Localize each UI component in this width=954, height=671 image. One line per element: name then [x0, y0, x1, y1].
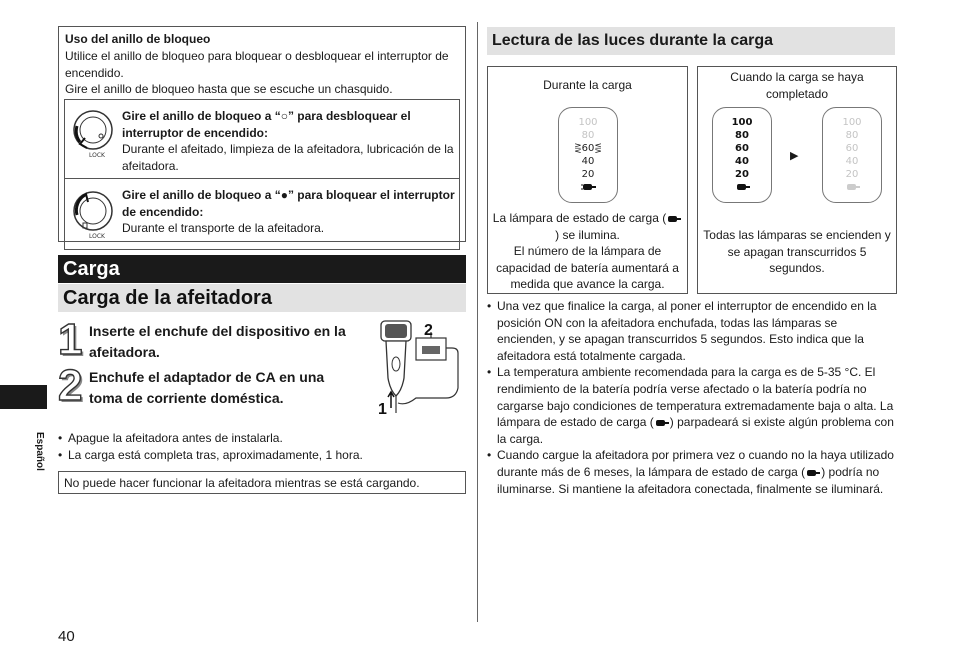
- charging-panel: [487, 66, 688, 294]
- lock-ring-desc-2: Gire el anillo de bloqueo hasta que se escuche un chasquido.: [65, 82, 393, 96]
- lock-ring-box: [58, 26, 466, 242]
- lock-ring-title: Uso del anillo de bloqueo: [65, 32, 211, 46]
- battery-indicator-charging: [558, 107, 618, 203]
- charging-status-icon-inline: [654, 418, 670, 428]
- warning-box: No puede hacer funcionar la afeitadora mientras se está cargando.: [58, 471, 466, 494]
- complete-description: Todas las lámparas se encienden y se apagan transcurridos 5 segundos.: [703, 228, 891, 275]
- lock-ring-table: [64, 99, 460, 250]
- lock-ring-desc-1: Utilice el anillo de bloqueo para bloquear o desbloquear el interruptor de encendido.: [65, 49, 449, 80]
- level-60-blinking: ⋛60⋚: [574, 143, 602, 154]
- battery-indicator-full: [712, 107, 772, 203]
- section-title: Carga: [58, 255, 466, 283]
- lock-icon-label: LOCK: [89, 152, 105, 159]
- level-100: 100: [578, 117, 598, 128]
- charging-description: La lámpara de estado de carga () se ilumina. El número de la lámpara de capacidad de batería aumentará a medida que avance la carga.: [492, 210, 683, 293]
- level-100: 100: [842, 117, 862, 128]
- unlock-heading: Gire el anillo de bloqueo a “○” para desbloquear el interruptor de encendido:: [122, 109, 411, 140]
- battery-indicator-off: [822, 107, 882, 203]
- lock-ring-description: [65, 48, 461, 98]
- step-text-1: Inserte el enchufe del dispositivo en la afeitadora.: [89, 323, 346, 360]
- shaver-charging-illustration: [376, 318, 466, 416]
- step-number-2: 2: [58, 361, 83, 410]
- lock-row: [65, 178, 459, 250]
- section-subtitle: Carga de la afeitadora: [58, 284, 466, 312]
- right-note-item: • Cuando cargue la afeitadora por primera vez o cuando no la haya utilizado durante más de 6 meses, la lámpara de estado de carga ( ) podría no iluminarse. Si mantiene la afeitadora conectada, finalmente se iluminará.: [487, 447, 897, 497]
- charging-status-icon: [581, 182, 597, 192]
- lights-title: Lectura de las luces durante la carga: [487, 27, 895, 55]
- blink-left-icon: ⋛: [574, 144, 582, 154]
- level-60: 60: [735, 143, 749, 154]
- lock-ring-icon: [67, 183, 117, 245]
- level-40: 40: [581, 156, 595, 167]
- level-60: 60: [845, 143, 859, 154]
- lock-text: [122, 187, 455, 237]
- note-item: • Apague la afeitadora antes de instalarla.: [58, 430, 466, 447]
- lock-icon-label-2: LOCK: [89, 233, 105, 240]
- step-number-1: 1: [58, 315, 83, 364]
- level-20: 20: [581, 169, 595, 180]
- note-item: • La carga está completa tras, aproximadamente, 1 hora.: [58, 447, 466, 464]
- unlock-body: Durante el afeitado, limpieza de la afeitadora, lubricación de la afeitadora.: [122, 142, 454, 173]
- level-40: 40: [735, 156, 749, 167]
- level-80: 80: [845, 130, 859, 141]
- language-label: Español: [34, 432, 45, 471]
- blink-right-icon: ⋚: [594, 144, 602, 154]
- level-100: 100: [731, 117, 753, 128]
- notes-list: [58, 430, 466, 463]
- right-note-item: • La temperatura ambiente recomendada para la carga es de 5-35 °C. El rendimiento de la batería podría verse afectado o la batería podría no cargarse bajo condiciones de temperatura extremadamente baja o alta. La lámpara de estado de carga ( ) parpadeará si existe algún problema con la carga.: [487, 364, 897, 447]
- figure-label-1: 1: [378, 401, 387, 416]
- lock-body: Durante el transporte de la afeitadora.: [122, 221, 325, 235]
- unlock-text: [122, 108, 455, 174]
- charging-heading: Durante la carga: [543, 78, 632, 92]
- complete-panel: [697, 66, 897, 294]
- arrow-right-icon: ▶: [790, 150, 799, 162]
- step-text-2: Enchufe el adaptador de CA en una toma de corriente doméstica.: [89, 369, 325, 406]
- level-80: 80: [581, 130, 595, 141]
- unlock-row: [65, 100, 459, 178]
- right-notes-list: [487, 298, 897, 497]
- level-20: 20: [845, 169, 859, 180]
- column-divider: [477, 22, 478, 622]
- language-tab: [0, 385, 47, 409]
- level-40: 40: [845, 156, 859, 167]
- lock-heading: Gire el anillo de bloqueo a “●” para bloquear el interruptor de encendido:: [122, 188, 455, 219]
- figure-label-2: 2: [424, 322, 433, 339]
- level-20: 20: [735, 169, 749, 180]
- level-80: 80: [735, 130, 749, 141]
- right-note-item: • Una vez que finalice la carga, al poner el interruptor de encendido en la posición ON con la afeitadora enchufada, todas las lámparas se encienden, y se apagan transcurridos 5 segundos. Esto indica que la afeitadora está totalmente cargada.: [487, 298, 897, 364]
- charging-status-icon: [735, 182, 751, 192]
- page-number: 40: [58, 628, 75, 645]
- unlock-ring-icon: [67, 102, 117, 164]
- charging-status-icon-inline: [805, 468, 821, 478]
- charging-status-icon: [845, 182, 861, 192]
- charging-status-icon-inline: [666, 214, 682, 224]
- complete-heading: Cuando la carga se haya completado: [730, 70, 864, 101]
